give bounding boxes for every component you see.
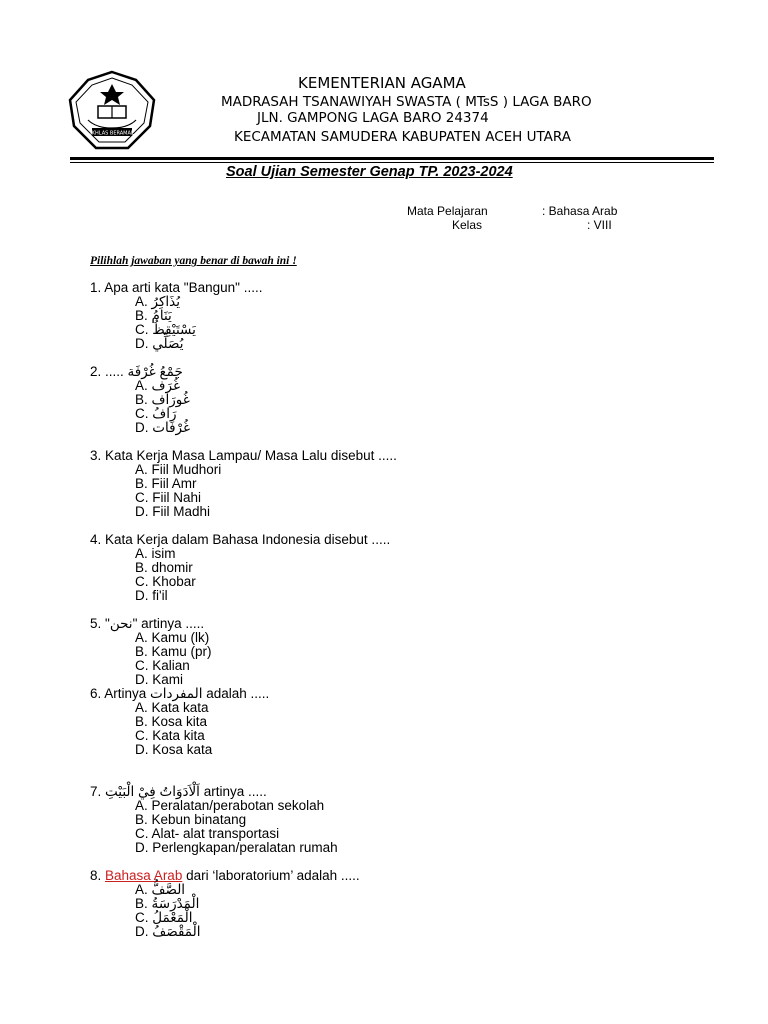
option-8d: D. الْمَقْصَفُ — [135, 924, 201, 939]
option-7a: A. Peralatan/perabotan sekolah — [135, 798, 325, 813]
option-1b: B. يَنَامُ — [135, 308, 172, 323]
header-divider-thin — [70, 162, 714, 163]
option-4c: C. Khobar — [135, 574, 196, 589]
question-8-rest: dari ‘laboratorium’ adalah ..... — [182, 868, 360, 883]
option-2c: C. رَافُ — [135, 406, 177, 421]
option-2d: D. غُرْفَات — [135, 420, 191, 435]
question-8-number: 8. — [90, 868, 106, 883]
option-8a: A. الصَّفُّ — [135, 882, 186, 897]
option-4d: D. fi'il — [135, 588, 168, 603]
option-5a: A. Kamu (lk) — [135, 630, 210, 645]
option-5d: D. Kami — [135, 672, 184, 687]
question-1: 1. Apa arti kata "Bangun" ..... — [90, 280, 263, 295]
option-1c: C. يَسْتَيْقِظُ — [135, 322, 196, 337]
question-6: 6. Artinya المفردات adalah ..... — [90, 686, 270, 701]
option-1a: A. يُذَاكِرُ — [135, 294, 180, 309]
exam-title: Soal Ujian Semester Genap TP. 2023-2024 — [226, 164, 513, 180]
option-6c: C. Kata kita — [135, 728, 205, 743]
question-8 — [90, 869, 360, 883]
option-4b: B. dhomir — [135, 560, 193, 575]
instruction: Pilihlah jawaban yang benar di bawah ini ! — [90, 255, 297, 267]
school-name: MADRASAH TSANAWIYAH SWASTA ( MTsS ) LAGA BARO — [221, 94, 592, 110]
subject-value: : Bahasa Arab — [542, 204, 618, 218]
option-2a: A. غُرَف — [135, 378, 181, 393]
option-3a: A. Fiil Mudhori — [135, 462, 222, 477]
option-3c: C. Fiil Nahi — [135, 490, 202, 505]
logo-motto: IKHLAS BERAMAL — [90, 130, 134, 137]
school-address: JLN. GAMPONG LAGA BARO 24374 — [257, 110, 489, 126]
option-5c: C. Kalian — [135, 658, 190, 673]
class-label: Kelas — [452, 218, 483, 232]
option-3b: B. Fiil Amr — [135, 476, 197, 491]
question-8-highlight: Bahasa Arab — [105, 868, 183, 883]
option-6b: B. Kosa kita — [135, 714, 208, 729]
question-7: 7. اَلْاَدَوَاتُ فِيْ الْبَيْتِ artinya ..... — [90, 784, 267, 799]
option-4a: A. isim — [135, 546, 176, 561]
option-7d: D. Perlengkapan/peralatan rumah — [135, 840, 338, 855]
school-district: KECAMATAN SAMUDERA KABUPATEN ACEH UTARA — [234, 129, 571, 145]
option-6a: A. Kata kata — [135, 700, 209, 715]
question-2: 2. ..... جَمْعُ غُرْفَة — [90, 364, 183, 379]
ministry-name: KEMENTERIAN AGAMA — [298, 74, 466, 92]
header-divider-thick — [70, 157, 714, 160]
option-7b: B. Kebun binatang — [135, 812, 247, 827]
option-8b: B. الْمَدْرَسَةُ — [135, 896, 200, 911]
option-8c: C. الْمَعْمَلُ — [135, 910, 193, 925]
class-value: : VIII — [587, 218, 612, 232]
option-5b: B. Kamu (pr) — [135, 644, 212, 659]
option-1d: D. يُصَلِّي — [135, 336, 184, 351]
option-6d: D. Kosa kata — [135, 742, 213, 757]
option-7c: C. Alat- alat transportasi — [135, 826, 280, 841]
question-3: 3. Kata Kerja Masa Lampau/ Masa Lalu disebut ..... — [90, 448, 397, 463]
kemenag-logo — [66, 70, 158, 154]
option-2b: B. غُورَاف — [135, 392, 190, 407]
question-4: 4. Kata Kerja dalam Bahasa Indonesia disebut ..... — [90, 532, 391, 547]
question-5: 5. "نحن" artinya ..... — [90, 616, 205, 631]
option-3d: D. Fiil Madhi — [135, 504, 211, 519]
subject-label: Mata Pelajaran — [407, 204, 488, 218]
